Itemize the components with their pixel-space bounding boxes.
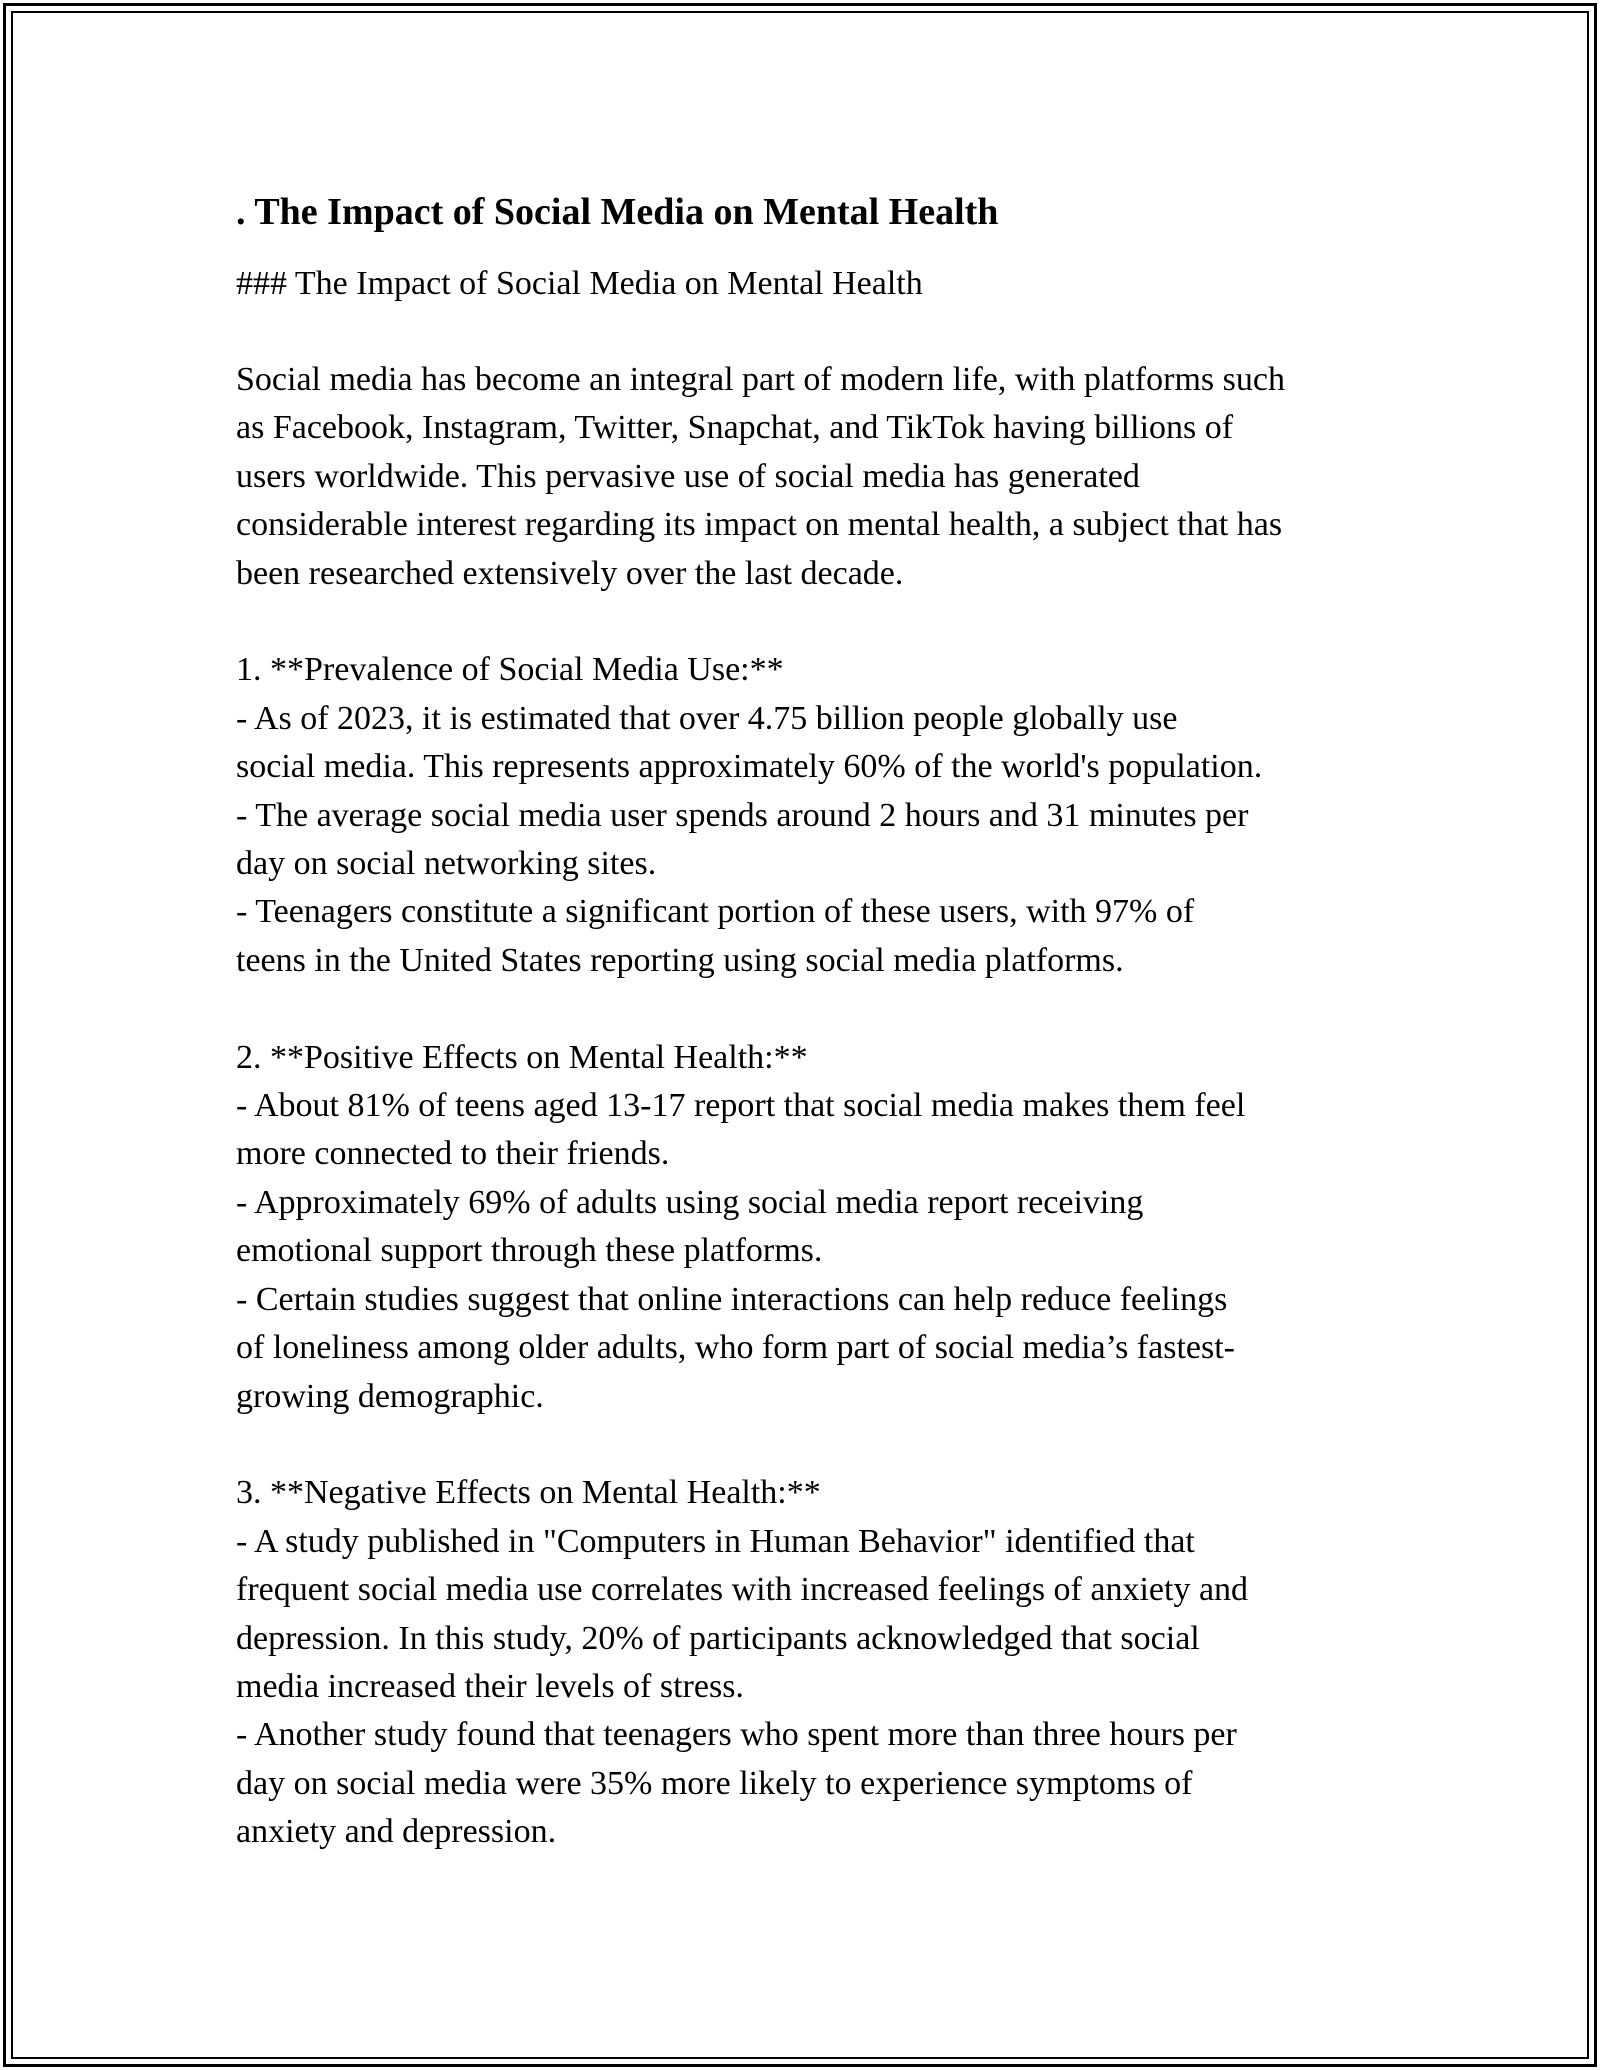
intro-paragraph: Social media has become an integral part of modern life, with platforms such as Facebook, Instagram, Twitter, Snapchat, and TikTok having billions of users worldwide. This pervasive use of social media has generated considerable interest regarding its impact on mental health, a subject that has been researched extensively over the last decade. [236, 361, 1285, 592]
section-prevalence: 1. **Prevalence of Social Media Use:** - As of 2023, it is estimated that over 4.75 billion people globally use social media. This represents approximately 60% of the world's population. - The average social media user spends around 2 hours and 31 minutes per day on social networking sites. - Teenagers constitute a significant portion of these users, with 97% of teens in the United States reporting using social media platforms. [236, 651, 1263, 979]
document-title: . The Impact of Social Media on Mental Health [236, 191, 999, 233]
markdown-heading: ### The Impact of Social Media on Mental Health [236, 265, 923, 302]
section-positive-effects: 2. **Positive Effects on Mental Health:** - About 81% of teens aged 13-17 report that social media makes them feel more connected to their friends. - Approximately 69% of adults using social media report receiving emotional support through these platforms. - Certain studies suggest that online interactions can help reduce feelings of loneliness among older adults, who form part of social media’s fastest- growing demographic. [236, 1038, 1246, 1415]
section-negative-effects: 3. **Negative Effects on Mental Health:** - A study published in "Computers in Human Behavior" identified that frequent social media use correlates with increased feelings of anxiety and depression. In this study, 20% of participants acknowledged that social media increased their levels of stress. - Another study found that teenagers who spent more than three hours per day on social media were 35% more likely to experience symptoms of anxiety and depression. [236, 1474, 1249, 1851]
document-body [236, 184, 1376, 1857]
